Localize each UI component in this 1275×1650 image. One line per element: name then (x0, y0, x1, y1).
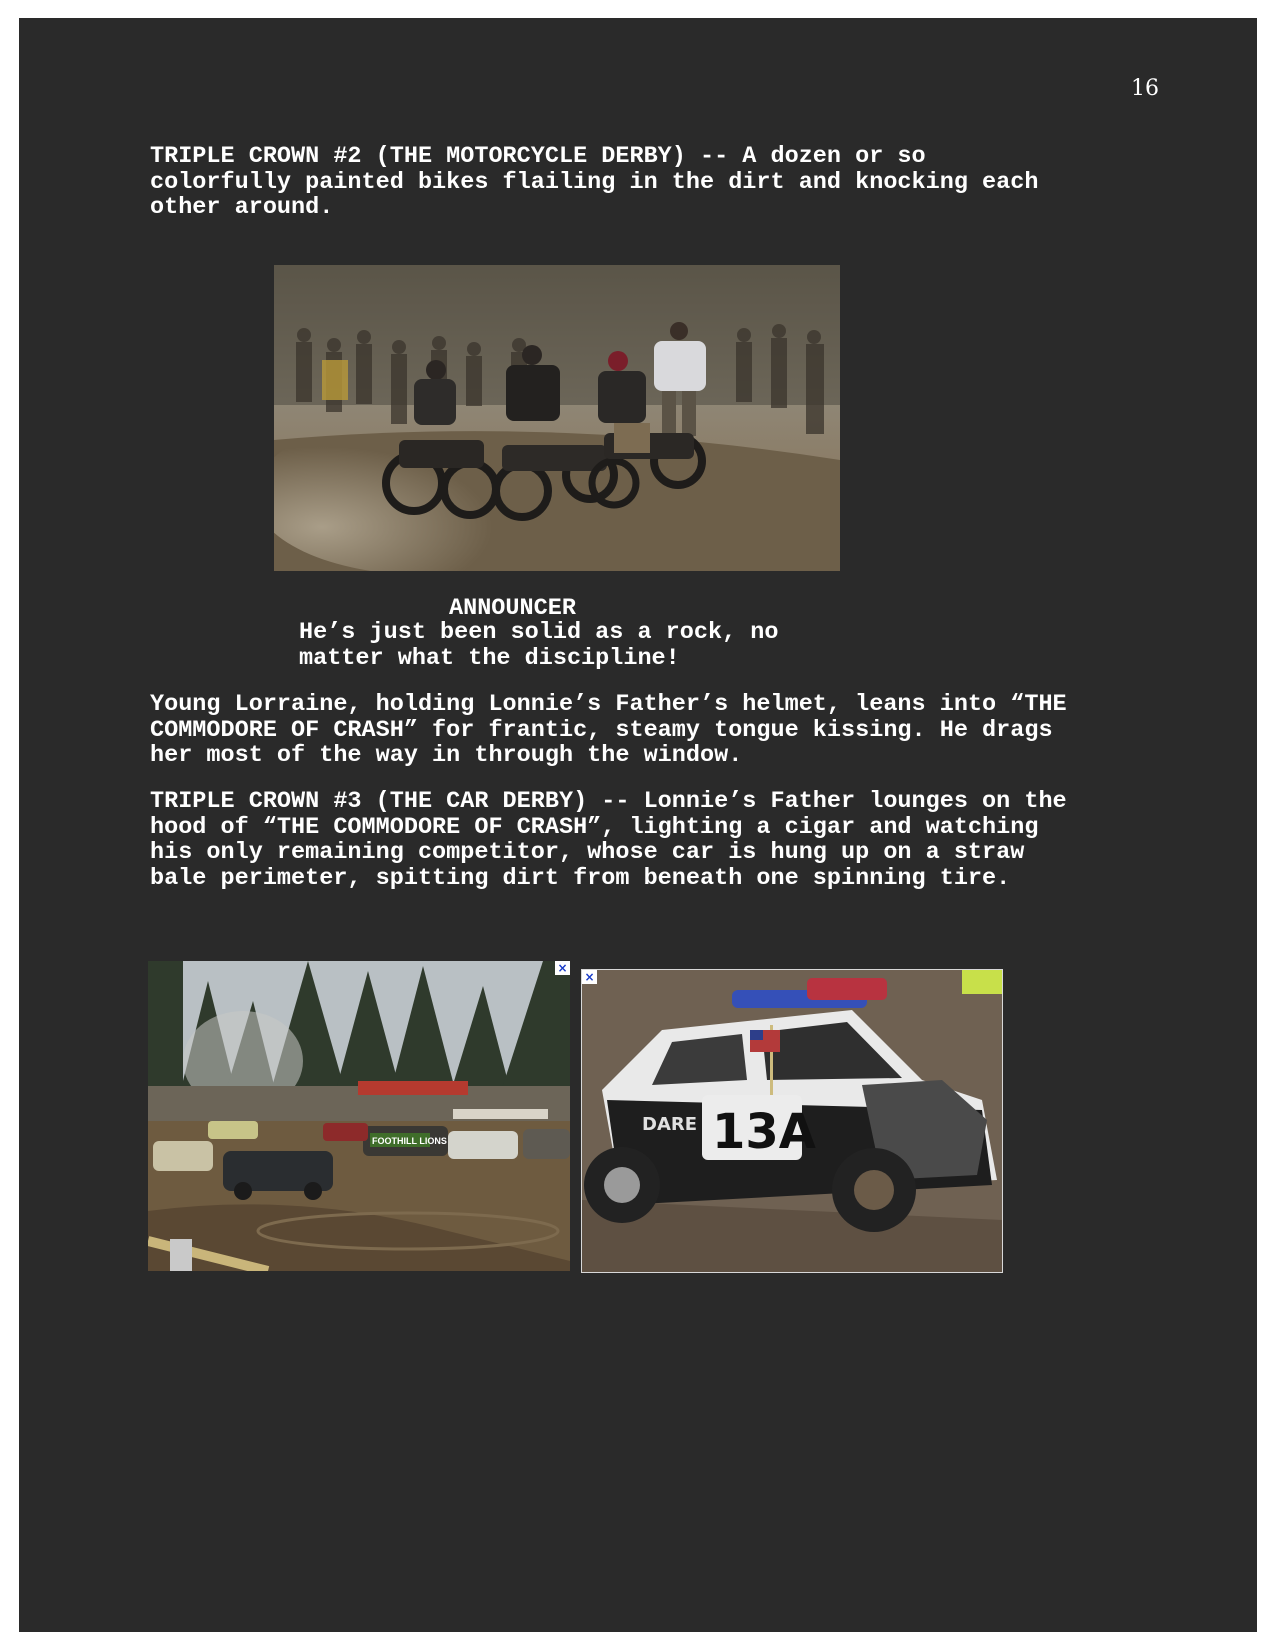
car-derby-arena-photo (148, 961, 570, 1271)
script-page (19, 18, 1257, 1632)
close-icon[interactable]: × (555, 961, 570, 975)
dialogue: He’s just been solid as a rock, no matter what the discipline! (299, 619, 779, 672)
car-number: 13A (712, 1104, 816, 1160)
character-cue: ANNOUNCER (449, 595, 576, 622)
foothill-lions-sign: FOOTHILL LIONS (372, 1136, 447, 1146)
close-icon[interactable]: × (582, 970, 597, 984)
action-motorcycle-derby: TRIPLE CROWN #2 (THE MOTORCYCLE DERBY) -- A dozen or so colorfully painted bikes flailing in the dirt and knocking each other around. (150, 143, 1039, 221)
motorcycle-derby-photo (274, 265, 840, 571)
demolition-car-photo (581, 969, 1003, 1273)
car-side-text: DARE (642, 1114, 698, 1135)
action-car-derby: TRIPLE CROWN #3 (THE CAR DERBY) -- Lonnie’s Father lounges on the hood of “THE COMMODORE OF CRASH”, lighting a cigar and watching his only remaining competitor, whose car is hung up on a straw bale perimeter, spitting dirt from beneath one spinning tire. (150, 788, 1067, 892)
page-number: 16 (1131, 76, 1159, 101)
action-lorraine-kiss: Young Lorraine, holding Lonnie’s Father’s helmet, leans into “THE COMMODORE OF CRASH” for frantic, steamy tongue kissing. He drags her most of the way in through the window. (150, 691, 1067, 769)
